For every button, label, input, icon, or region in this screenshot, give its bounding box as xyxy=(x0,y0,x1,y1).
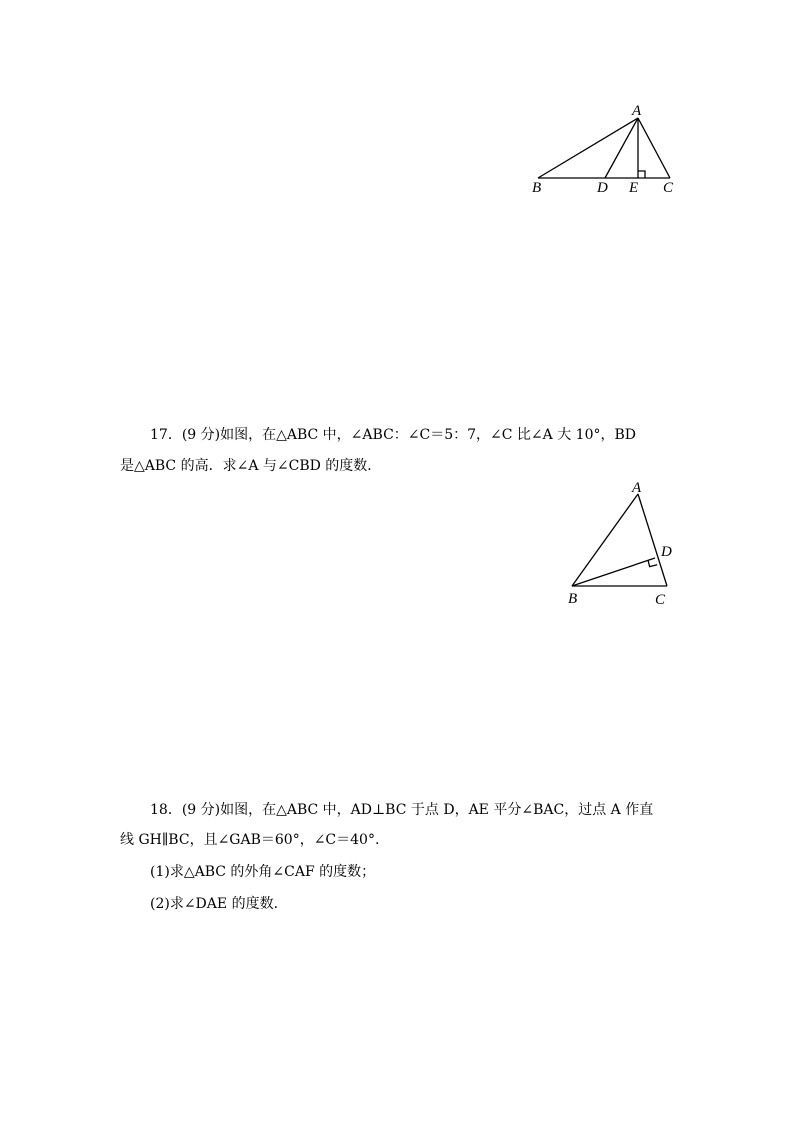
label-b: B xyxy=(532,180,542,196)
right-angle-mark xyxy=(638,171,645,178)
label-e: E xyxy=(629,180,639,196)
segment-bd xyxy=(572,558,655,586)
segment-ac xyxy=(638,118,670,178)
label-d: D xyxy=(661,544,672,560)
label-a: A xyxy=(632,480,642,496)
figure-triangle-abc-bd xyxy=(560,478,690,608)
problem-17-line-1: 17．(9 分)如图，在△ABC 中，∠ABC：∠C＝5：7，∠C 比∠A 大 10°，BD xyxy=(150,427,637,443)
label-b: B xyxy=(568,591,578,607)
label-c: C xyxy=(655,592,666,608)
figure-triangle-abc-de xyxy=(520,100,690,200)
problem-18-question-1: (1)求△ABC 的外角∠CAF 的度数； xyxy=(150,864,376,880)
label-c: C xyxy=(663,180,674,196)
label-a: A xyxy=(632,103,642,119)
label-d: D xyxy=(597,180,608,196)
problem-18-question-2: (2)求∠DAE 的度数． xyxy=(150,896,288,912)
problem-18-line-1: 18．(9 分)如图，在△ABC 中，AD⊥BC 于点 D，AE 平分∠BAC，过点 A 作直 xyxy=(150,802,654,818)
segment-ac xyxy=(638,494,667,586)
segment-ad xyxy=(605,118,638,178)
problem-17-line-2: 是△ABC 的高．求∠A 与∠CBD 的度数． xyxy=(120,458,382,474)
problem-18-line-2: 线 GH∥BC，且∠GAB＝60°，∠C＝40°. xyxy=(120,832,380,848)
segment-ab xyxy=(572,494,638,586)
segment-ab xyxy=(538,118,638,178)
right-angle-mark xyxy=(648,560,657,567)
